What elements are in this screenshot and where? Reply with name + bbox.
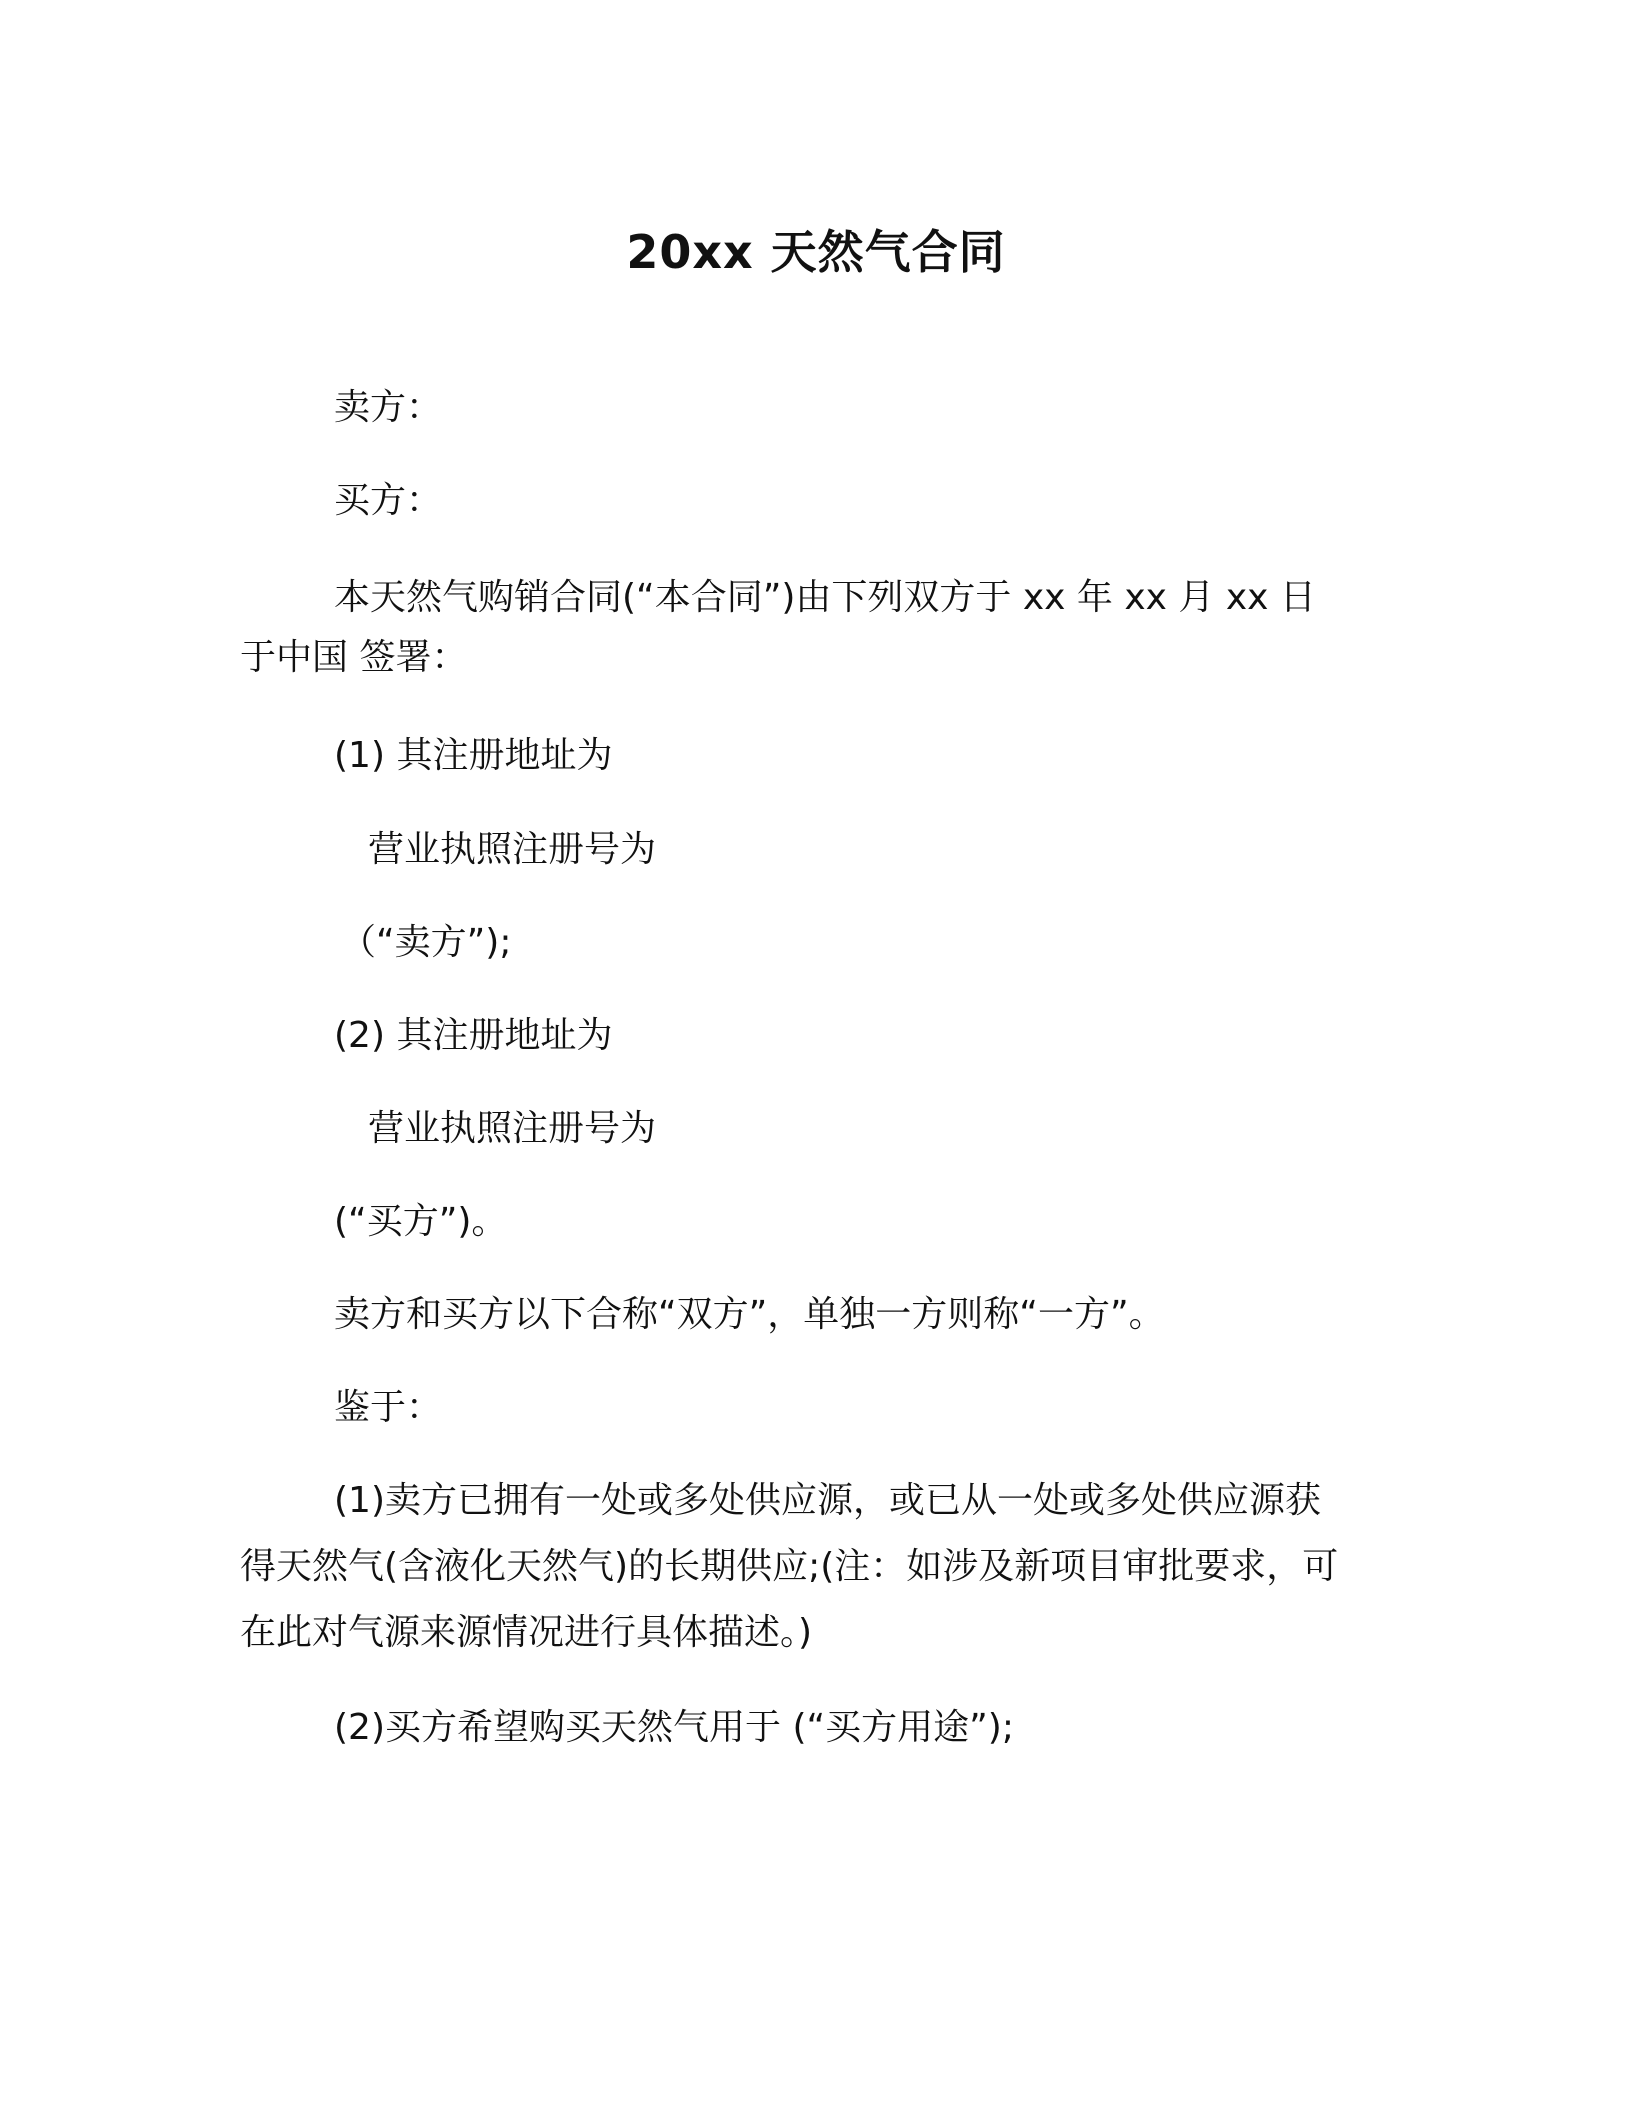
party2-role: (“买方”)。 [334,1201,508,1242]
document-title: 20xx 天然气合同 [626,225,1006,279]
intro-paragraph [240,565,1390,691]
recital-1-line-3: 在此对气源来源情况进行具体描述。) [240,1612,813,1653]
party1-role: （“卖方”); [340,922,512,963]
party2-address: (2) 其注册地址为 [334,1015,613,1056]
whereas-label: 鉴于： [334,1387,443,1428]
recital-1-line-1: (1)卖方已拥有一处或多处供应源，或已从一处或多处供应源获 [334,1480,1321,1521]
intro-line-2: 于中国 签署： [240,637,468,678]
party2-license: 营业执照注册号为 [368,1108,657,1149]
recital-2: (2)买方希望购买天然气用于 (“买方用途”); [334,1707,1014,1748]
collective-definition: 卖方和买方以下合称“双方”，单独一方则称“一方”。 [334,1294,1165,1335]
party1-address: (1) 其注册地址为 [334,735,613,776]
intro-line-1: 本天然气购销合同(“本合同”)由下列双方于 xx 年 xx 月 xx 日 [334,577,1316,618]
party1-license: 营业执照注册号为 [368,829,657,870]
seller-label: 卖方： [334,387,443,428]
recital-1 [240,1468,1390,1666]
recital-1-line-2: 得天然气(含液化天然气)的长期供应;(注：如涉及新项目审批要求，可 [240,1546,1339,1587]
buyer-label: 买方： [334,480,443,521]
